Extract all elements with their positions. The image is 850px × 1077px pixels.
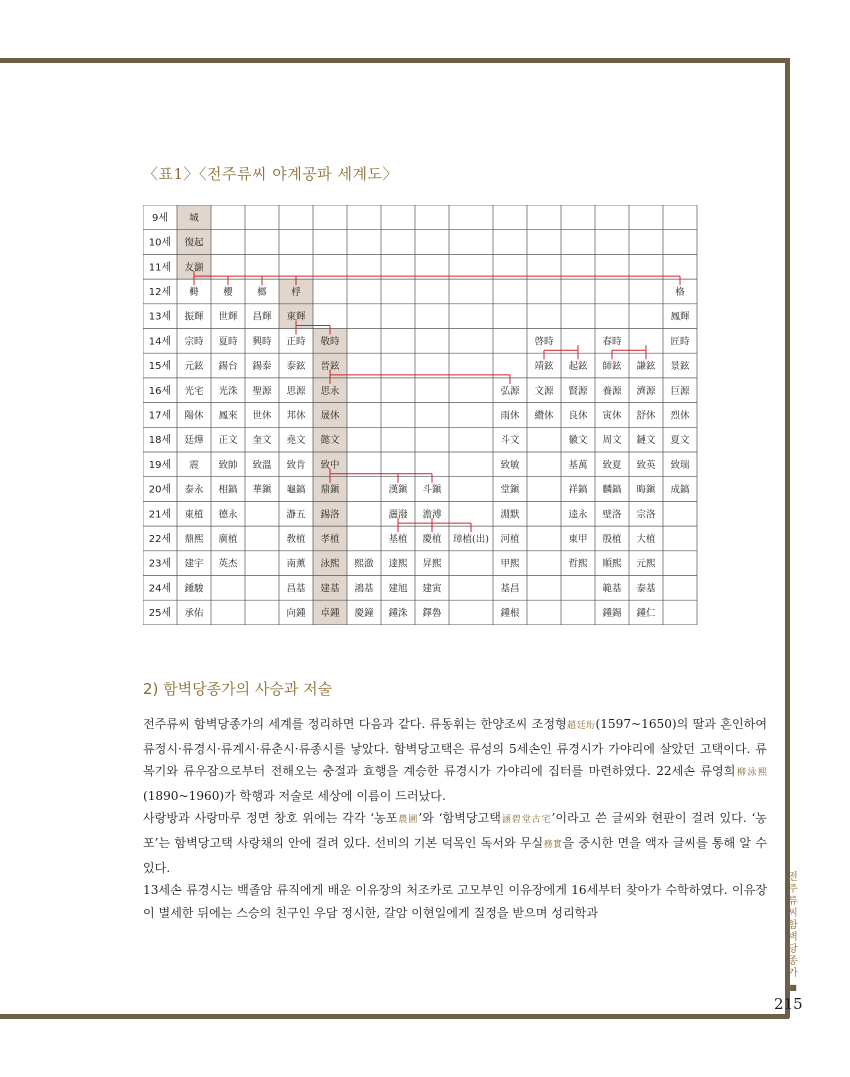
table-cell: 堯文	[286, 435, 306, 447]
table-cell: 致帥	[218, 459, 238, 471]
table-cell: 致中	[320, 459, 340, 471]
table-cell: 晦鎭	[636, 484, 656, 496]
table-cell: 基植	[388, 533, 408, 545]
hanja-annotation: 農圃	[397, 815, 419, 826]
table-cell: 建宇	[184, 558, 204, 570]
table-cell: 晟休	[320, 410, 340, 422]
table-cell: 瀞五	[286, 509, 306, 521]
table-cell: 匠時	[670, 336, 690, 348]
table-cell: 陽休	[184, 410, 204, 422]
page-number: 215	[774, 995, 803, 1013]
table-cell: 南薰	[286, 558, 306, 570]
table-cell: 思永	[320, 385, 340, 397]
table-cell: 龜鎬	[286, 484, 306, 496]
table-cell: 正時	[286, 336, 306, 348]
table-cell: 孝植	[320, 533, 340, 545]
table-cell: 相鎬	[218, 484, 238, 496]
table-cell: 泳熙	[320, 558, 340, 570]
table-cell: 廣植	[218, 533, 238, 545]
table-cell: 思源	[286, 385, 306, 397]
hanja-annotation: 涵碧堂古宅	[500, 815, 552, 826]
generation-label: 9세	[151, 212, 169, 224]
table-cell: 昌基	[286, 583, 306, 595]
generation-label: 20세	[148, 484, 172, 496]
table-cell: 櫻	[223, 286, 233, 298]
table-cell: 夏文	[670, 435, 690, 447]
table-cell: 懿文	[320, 435, 340, 447]
table-cell: 興時	[252, 336, 272, 348]
table-cell: 成鎬	[670, 484, 690, 496]
table-cell: 鼎熙	[184, 533, 204, 545]
table-cell: 承佑	[184, 608, 204, 620]
table-cell: 致英	[636, 459, 656, 471]
paragraph-3: 13세손 류경시는 백졸암 류직에게 배운 이유장의 처조카로 고모부인 이유장에게 16세부터 찾아가 수학하였다. 이유장이 별세한 뒤에는 스승의 친구인 우담 정시한, 갈암 이현일에게 질정을 받으며 성리학과	[143, 883, 767, 920]
table-cell: 鴻基	[354, 583, 374, 595]
table-cell: 泰基	[636, 583, 656, 595]
table-cell: 夏時	[218, 336, 238, 348]
table-cell: 寅休	[602, 410, 622, 422]
table-cell: 鳳來	[218, 410, 238, 422]
paragraph-2: 사랑방과 사랑마루 정면 창호 위에는 각각 ‘농포農圃’와 ‘함벽당고택涵碧堂古宅’이라고 쓴 글씨와 현판이 걸려 있다. ‘농포’는 함벽당고택 사랑채의 안에 걸려 있다. 선비의 기본 덕목인 독서와 무실務實을 중시한 면을 액자 글씨를 통해 알 수 있다.	[143, 811, 767, 875]
table-cell: 啓時	[534, 336, 554, 348]
table-cell: 向鍾	[286, 608, 306, 620]
table-cell: 格	[675, 286, 685, 298]
table-cell: 纘休	[534, 410, 554, 422]
table-cell: 甲熙	[500, 558, 520, 570]
running-side-label: 전주류씨함벽당종가 ■	[786, 872, 800, 994]
table-cell: 舒休	[636, 410, 656, 422]
table-cell: 昇熙	[422, 558, 442, 570]
table-cell: 光洙	[218, 385, 238, 397]
table-cell: 昌輝	[252, 311, 272, 323]
table-cell: 弘源	[500, 385, 520, 397]
table-cell: 卓鍾	[320, 608, 340, 620]
table-cell: 基昌	[500, 583, 520, 595]
generation-label: 19세	[148, 459, 172, 471]
generation-label: 25세	[148, 608, 172, 620]
table-cell: 澹溥	[422, 509, 442, 521]
table-cell: 祥鎬	[568, 484, 588, 496]
table-cell: 起鉉	[568, 361, 588, 373]
table-cell: 泰永	[184, 484, 204, 496]
table-cell: 河植	[500, 533, 520, 545]
table-cell: 廷燁	[184, 435, 204, 447]
table-cell: 華鎭	[252, 484, 272, 496]
paragraph-1: 전주류씨 함벽당종가의 세계를 정리하면 다음과 같다. 류동휘는 한양조씨 조정형趙廷珩(1597~1650)의 딸과 혼인하여 류정시·류경시·류계시·류춘시·류종시를 낳았다. 함벽당고택은 류성의 5세손인 류경시가 가야리에 살았던 고택이다. 류복기와 류우잠으로부터 전해오는 충절과 효행을 계승한 류경시가 가야리에 집터를 마련하였다. 22세손 류영희柳泳熙(1890~1960)가 학행과 저술로 세상에 이름이 드러났다.	[143, 717, 768, 803]
table-cell: 堂鎭	[500, 484, 520, 496]
table-cell: 世休	[252, 410, 272, 422]
generation-label: 21세	[148, 509, 172, 521]
table-cell: 鍾根	[500, 608, 520, 620]
table-cell: 謙鉉	[636, 361, 656, 373]
table-cell: 養源	[602, 385, 622, 397]
table-cell: 順熙	[602, 558, 622, 570]
table-cell: 德永	[218, 509, 238, 521]
table-cell: 致肯	[286, 459, 306, 471]
table-cell: 巨源	[670, 385, 690, 397]
table-cell: 元鉉	[184, 361, 204, 373]
generation-label: 24세	[148, 583, 172, 595]
body-text	[143, 713, 767, 924]
hanja-annotation: 趙廷珩	[566, 721, 596, 731]
generation-label: 12세	[148, 286, 172, 298]
table-cell: 漢鎭	[388, 484, 408, 496]
table-cell: 泰鉉	[286, 361, 306, 373]
table-cell: 鍾駿	[184, 583, 204, 595]
table-cell: 錫台	[218, 361, 238, 373]
table-cell: 鏈文	[636, 435, 656, 447]
table-cell: 英杰	[218, 558, 238, 570]
table-cell: 建基	[320, 583, 340, 595]
table-cell: 聖源	[252, 385, 272, 397]
table-cell: 震	[189, 459, 199, 471]
table-cell: 鍾錫	[602, 608, 622, 620]
table-cell: 麟鎬	[602, 484, 622, 496]
table-cell: 範基	[602, 583, 622, 595]
table-title: 〈표1〉〈전주류씨 야계공파 세계도〉	[143, 165, 398, 183]
table-cell: 濟源	[636, 385, 656, 397]
table-cell: 建旭	[388, 583, 408, 595]
hanja-annotation: 柳泳熙	[735, 768, 767, 779]
table-cell: 鳳輝	[670, 311, 690, 323]
table-cell: 達熙	[388, 558, 408, 570]
table-cell: 師鉉	[602, 361, 622, 373]
table-cell: 錫泰	[252, 361, 272, 373]
table-cell: 鼎鎭	[320, 484, 340, 496]
table-cell: 璋植(出)	[453, 533, 489, 545]
bottom-rule	[0, 1014, 789, 1019]
table-cell: 慶鐘	[354, 608, 374, 620]
table-cell: 徽文	[568, 435, 588, 447]
table-cell: 鍾仁	[636, 608, 656, 620]
generation-label: 23세	[148, 558, 172, 570]
table-cell: 宗時	[184, 336, 204, 348]
table-cell: 建寅	[422, 583, 442, 595]
table-cell: 榯	[189, 286, 199, 298]
table-cell: 晉鉉	[320, 361, 340, 373]
genealogy-table	[143, 205, 709, 625]
table-cell: 烈休	[670, 410, 690, 422]
table-cell: 熙澈	[354, 558, 374, 570]
generation-label: 15세	[148, 361, 172, 373]
table-cell: 錫洛	[320, 509, 340, 521]
table-cell: 景鉉	[670, 361, 690, 373]
table-cell: 灑潑	[388, 509, 408, 521]
table-cell: 殷植	[602, 533, 622, 545]
table-cell: 靖鉉	[534, 361, 554, 373]
table-cell: 慶植	[422, 533, 442, 545]
table-cell: 良休	[568, 410, 588, 422]
section-heading: 2) 함벽당종가의 사승과 저술	[143, 680, 333, 698]
table-cell: 致敏	[500, 459, 520, 471]
generation-label: 11세	[148, 262, 172, 274]
table-cell: 城	[189, 212, 199, 224]
table-cell: 世輝	[218, 311, 238, 323]
table-cell: 榔	[257, 286, 267, 298]
table-cell: 友灝	[184, 262, 204, 274]
table-cell: 宗洛	[636, 509, 656, 521]
generation-label: 18세	[148, 435, 172, 447]
table-cell: 賢源	[568, 385, 588, 397]
table-cell: 斗文	[500, 435, 520, 447]
table-cell: 東植	[184, 509, 204, 521]
table-cell: 春時	[602, 336, 622, 348]
table-cell: 光宅	[184, 385, 204, 397]
table-cell: 致瑞	[670, 459, 690, 471]
top-rule	[0, 58, 789, 63]
generation-label: 17세	[148, 410, 172, 422]
table-cell: 東甲	[568, 533, 588, 545]
generation-label: 13세	[148, 311, 172, 323]
table-cell: 正文	[218, 435, 238, 447]
table-cell: 奎文	[252, 435, 272, 447]
table-cell: 桴	[291, 286, 301, 298]
table-cell: 大植	[636, 533, 656, 545]
table-cell: 周文	[602, 435, 622, 447]
generation-label: 10세	[148, 237, 172, 249]
table-cell: 致夏	[602, 459, 622, 471]
generation-label: 16세	[148, 385, 172, 397]
table-cell: 基萬	[568, 459, 588, 471]
table-cell: 逵永	[568, 509, 588, 521]
generation-label: 22세	[148, 533, 172, 545]
table-cell: 致溫	[252, 459, 272, 471]
table-cell: 敬時	[320, 336, 340, 348]
table-cell: 敎植	[286, 533, 306, 545]
table-cell: 振輝	[184, 311, 204, 323]
table-cell: 哲熙	[568, 558, 588, 570]
table-cell: 淵默	[500, 509, 520, 521]
table-cell: 鍾洙	[388, 608, 408, 620]
table-cell: 元熙	[636, 558, 656, 570]
side-square-icon: ■	[789, 983, 797, 992]
table-cell: 雨休	[500, 410, 520, 422]
hanja-annotation: 務實	[543, 839, 563, 850]
table-cell: 邦休	[286, 410, 306, 422]
table-cell: 復起	[184, 237, 204, 249]
table-cell: 斗鎭	[422, 484, 442, 496]
generation-label: 14세	[148, 336, 172, 348]
table-cell: 鐸魯	[422, 608, 442, 620]
table-cell: 東輝	[286, 311, 306, 323]
table-cell: 文源	[534, 385, 554, 397]
table-cell: 壁洛	[602, 509, 622, 521]
